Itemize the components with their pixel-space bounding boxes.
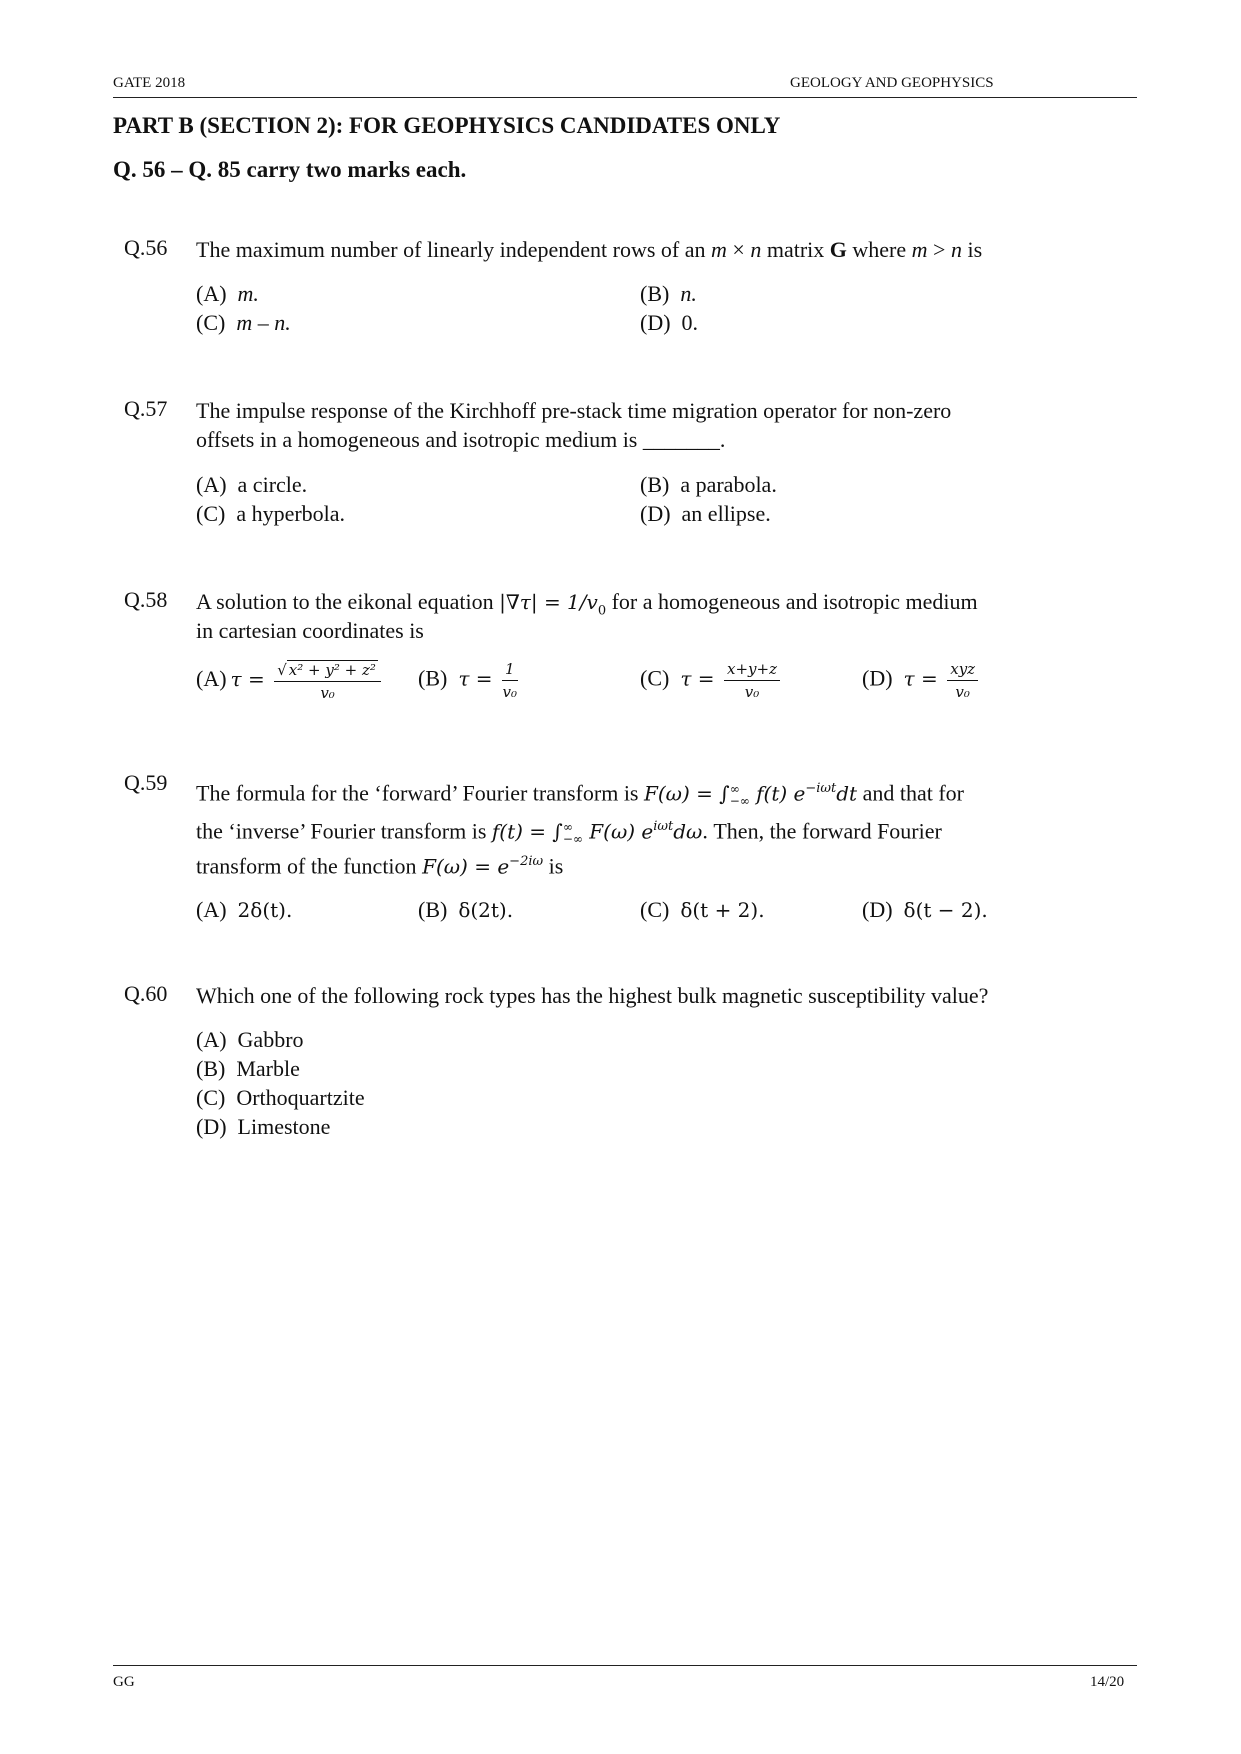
option-b[interactable]: (B) τ = $\frac{1}{\text{v₀}}$ — [418, 660, 518, 701]
option-c[interactable]: (C) m – n. — [196, 310, 291, 335]
option-c[interactable]: (C) Orthoquartzite — [196, 1085, 365, 1110]
option-a[interactable]: (A) τ = $\frac{\text{√ x² + y² + z²}}{\text{v₀}}$ — [196, 660, 381, 702]
question-text-line-3: transform of the function $F(\omega) = e^{-2i\omega}$ is — [196, 853, 564, 879]
footer-page-number: 14/20 — [1090, 1674, 1125, 1690]
option-a[interactable]: (A) Gabbro — [196, 1027, 304, 1052]
option-b[interactable]: (B) Marble — [196, 1056, 300, 1081]
question-text-line-2: in cartesian coordinates is — [196, 618, 424, 643]
option-a[interactable]: (A) m. — [196, 281, 259, 306]
option-b[interactable]: (B) δ(2t). — [418, 897, 514, 922]
option-d[interactable]: (D) δ(t − 2). — [862, 897, 988, 922]
option-c[interactable]: (C) a hyperbola. — [196, 501, 346, 526]
question-text-line-2: offsets in a homogeneous and isotropic medium is _______. — [196, 427, 726, 452]
question-text: The maximum number of linearly independent rows of an m × n matrix G where m > n is — [196, 237, 983, 262]
question-number: Q.56 — [124, 235, 168, 260]
function-definition: F(ω) = e — [422, 854, 510, 879]
option-d[interactable]: (D) an ellipse. — [640, 501, 771, 526]
option-b[interactable]: (B) a parabola. — [640, 472, 777, 497]
section-title: PART B (SECTION 2): FOR GEOPHYSICS CANDIDATES ONLY — [113, 113, 781, 138]
question-text-line-1: The impulse response of the Kirchhoff pre-stack time migration operator for non-zero — [196, 398, 952, 423]
header-rule — [113, 97, 1137, 98]
header-exam-name: GATE 2018 — [113, 75, 186, 91]
question-text-line-1: A solution to the eikonal equation $|\nabla\tau| = 1/v_0$ for a homogeneous and isotropic medium — [196, 589, 978, 619]
inverse-transform-formula: f(t) = ∫ — [491, 819, 563, 844]
option-a[interactable]: (A) 2δ(t). — [196, 897, 293, 922]
option-c[interactable]: (C) δ(t + 2). — [640, 897, 765, 922]
option-a[interactable]: (A) a circle. — [196, 472, 308, 497]
option-b[interactable]: (B) n. — [640, 281, 697, 306]
marks-note: Q. 56 – Q. 85 carry two marks each. — [113, 157, 467, 182]
option-d[interactable]: (D) τ = $\frac{\text{xyz}}{\text{v₀}}$ — [862, 660, 978, 701]
question-number: Q.57 — [124, 396, 168, 421]
question-text: Which one of the following rock types has the highest bulk magnetic susceptibility value? — [196, 983, 989, 1008]
question-number: Q.59 — [124, 770, 168, 795]
question-text-line-1: The formula for the ‘forward’ Fourier transform is F(ω) = ∫ ∞ −∞ f(t) $e^{-i\omega t}dt$ and that for — [196, 780, 964, 809]
option-d[interactable]: (D) Limestone — [196, 1114, 331, 1139]
forward-transform-formula: F(ω) = ∫ — [644, 781, 730, 806]
header-subject: GEOLOGY AND GEOPHYSICS — [790, 75, 994, 91]
eikonal-equation: |∇τ| = 1/v — [499, 590, 598, 614]
option-d[interactable]: (D) 0. — [640, 310, 699, 335]
question-number: Q.60 — [124, 981, 168, 1006]
option-c[interactable]: (C) τ = $\frac{x+y+z}{\text{v₀}}$ — [640, 660, 780, 701]
footer-paper-code: GG — [113, 1674, 135, 1690]
question-text-line-2: the ‘inverse’ Fourier transform is f(t) = ∫ ∞ −∞ F(ω) $e^{i\omega t}d\omega$. Then, the forward Fourier — [196, 818, 942, 847]
footer-rule — [113, 1665, 1137, 1666]
question-number: Q.58 — [124, 587, 168, 612]
